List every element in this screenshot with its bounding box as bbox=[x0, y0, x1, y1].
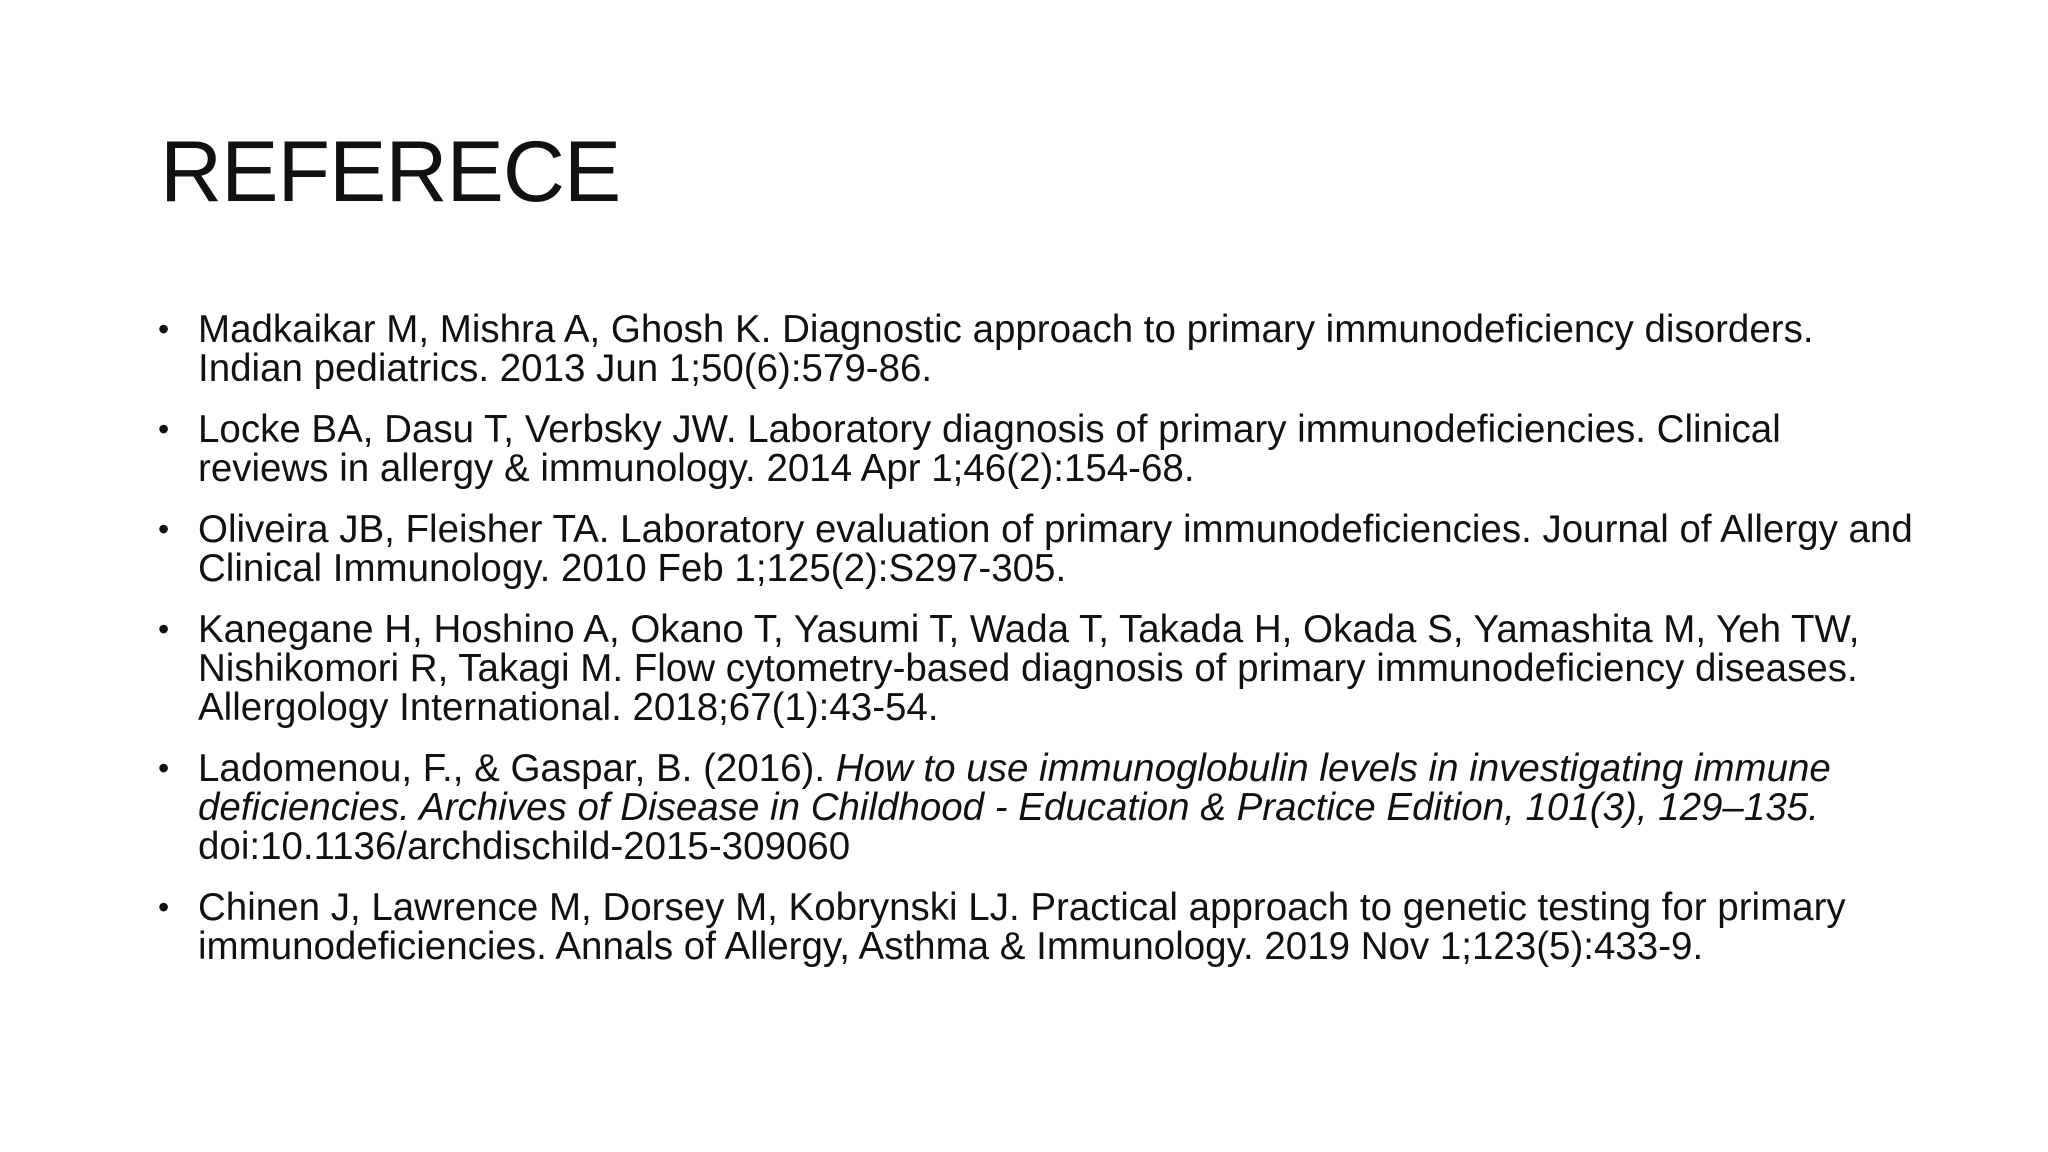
bullet-icon: • bbox=[158, 411, 170, 447]
reference-item bbox=[158, 310, 1918, 388]
reference-doi: doi:10.1136/archdischild-2015-309060 bbox=[198, 825, 851, 868]
bullet-icon: • bbox=[158, 750, 170, 786]
reference-text: Locke BA, Dasu T, Verbsky JW. Laboratory diagnosis of primary immunodeficiencies. Clinical reviews in allergy & immunology. 2014 Apr 1;46(2):154-68. bbox=[198, 408, 1781, 490]
slide-title: REFERECE bbox=[160, 124, 621, 220]
reference-item bbox=[158, 410, 1918, 488]
reference-item bbox=[158, 510, 1918, 588]
bullet-icon: • bbox=[158, 611, 170, 647]
reference-text: Madkaikar M, Mishra A, Ghosh K. Diagnostic approach to primary immunodeficiency disorders. Indian pediatrics. 2013 Jun 1;50(6):579-86. bbox=[198, 308, 1814, 390]
reference-list bbox=[158, 310, 1918, 988]
reference-text: Oliveira JB, Fleisher TA. Laboratory evaluation of primary immunodeficiencies. Journal of Allergy and Clinical Immunology. 2010 Feb 1;125(2):S297-305. bbox=[198, 508, 1913, 590]
reference-item bbox=[158, 888, 1918, 966]
reference-italic-title: How to use immunoglobulin levels in investigating immune deficiencies. Archives of Disease in Childhood - Education & Practice Edition, 101(3), 129–135. bbox=[198, 747, 1831, 829]
bullet-icon: • bbox=[158, 311, 170, 347]
reference-item bbox=[158, 749, 1918, 866]
reference-item bbox=[158, 610, 1918, 727]
reference-text: Kanegane H, Hoshino A, Okano T, Yasumi T, Wada T, Takada H, Okada S, Yamashita M, Yeh TW, Nishikomori R, Takagi M. Flow cytometry-based diagnosis of primary immunodeficiency diseases. Allergology International. 2018;67(1):43-54. bbox=[198, 608, 1860, 729]
bullet-icon: • bbox=[158, 889, 170, 925]
bullet-icon: • bbox=[158, 511, 170, 547]
reference-lead: Ladomenou, F., & Gaspar, B. (2016). bbox=[198, 747, 836, 790]
reference-text: Chinen J, Lawrence M, Dorsey M, Kobrynski LJ. Practical approach to genetic testing for primary immunodeficiencies. Annals of Allergy, Asthma & Immunology. 2019 Nov 1;123(5):433-9. bbox=[198, 886, 1846, 968]
